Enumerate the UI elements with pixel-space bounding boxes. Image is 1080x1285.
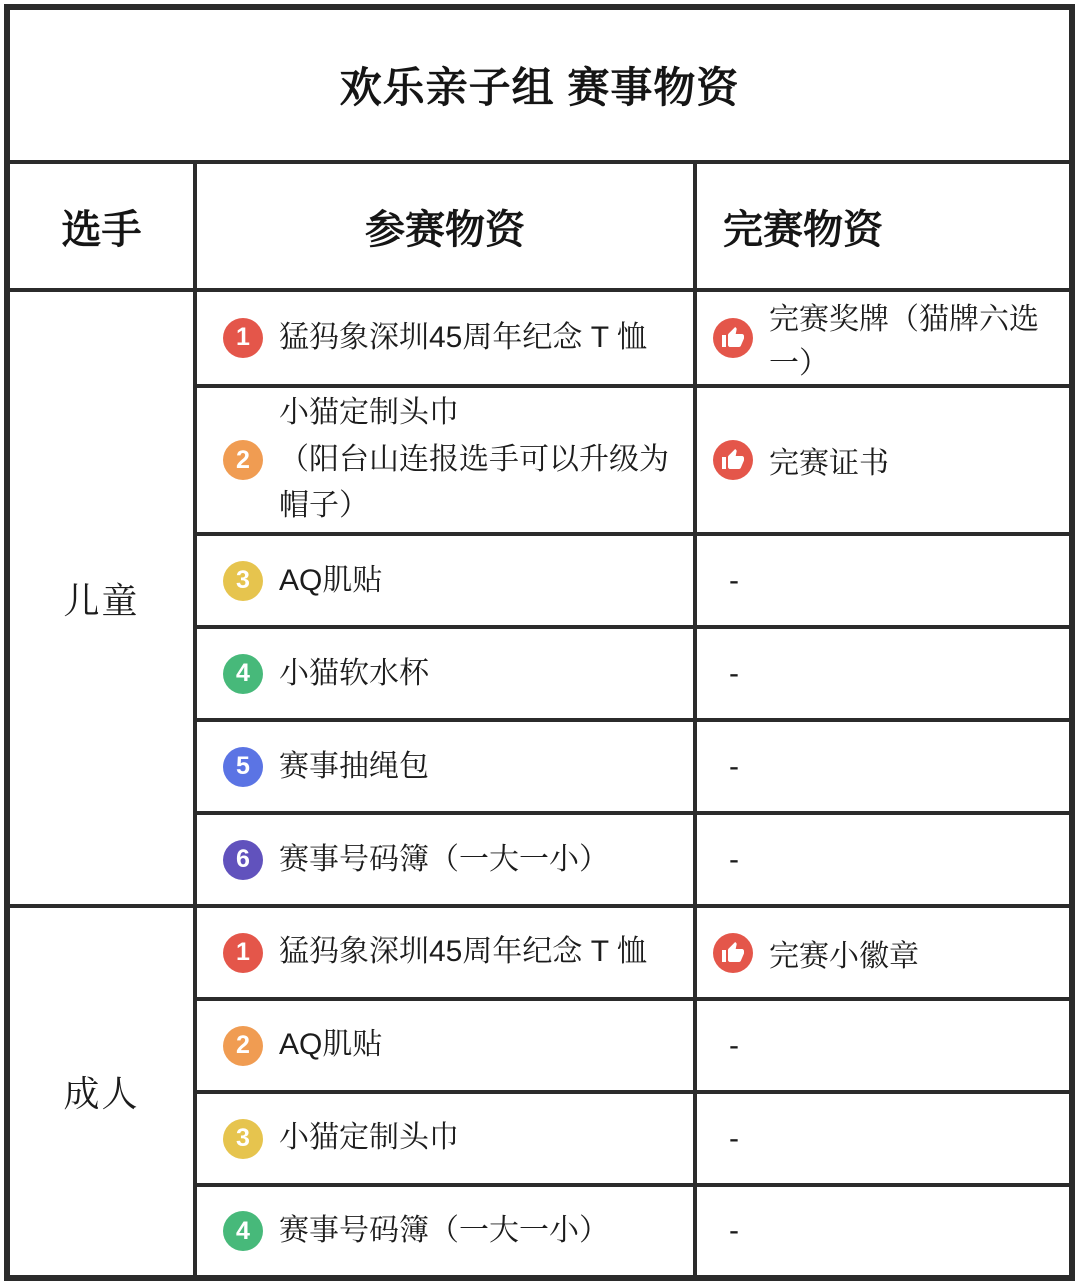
finish-supply-cell: [695, 534, 1072, 627]
player-group-label-adult: 成人: [7, 906, 195, 1278]
number-badge-icon: 5: [223, 747, 263, 787]
race-supply-text: 小猫定制头巾: [279, 1121, 459, 1155]
supplies-table: [4, 4, 1075, 1281]
number-badge-icon: 3: [223, 561, 263, 601]
empty-dash: -: [729, 1214, 739, 1248]
race-supply-cell: [195, 290, 695, 386]
finish-supply-cell: [695, 1092, 1072, 1185]
finish-supply-cell: [695, 290, 1072, 386]
empty-dash: -: [729, 1121, 739, 1155]
header-row: [7, 162, 1072, 290]
supplies-table-wrapper: [4, 4, 1075, 1281]
number-badge-icon: 3: [223, 1119, 263, 1159]
empty-dash: -: [729, 656, 739, 690]
column-header-finish-supplies: 完赛物资: [695, 162, 1072, 290]
finish-supply-cell: [695, 906, 1072, 999]
empty-dash: -: [729, 842, 739, 876]
page-title: 欢乐亲子组 赛事物资: [7, 7, 1072, 162]
empty-dash: -: [729, 749, 739, 783]
race-supply-text: AQ肌贴: [279, 1028, 383, 1062]
thumb-up-icon: [713, 318, 753, 358]
race-supply-text: 小猫软水杯: [279, 656, 429, 690]
race-supply-text: 赛事号码簿（一大一小）: [279, 1213, 609, 1247]
number-badge-icon: 4: [223, 1211, 263, 1251]
race-supply-cell: [195, 720, 695, 813]
finish-supply-text: 完赛小徽章: [769, 939, 919, 973]
race-supply-cell: [195, 906, 695, 999]
thumb-up-icon: [713, 933, 753, 973]
player-group-label-children: 儿童: [7, 290, 195, 906]
finish-supply-text: 完赛奖牌（猫牌六选一）: [769, 302, 1039, 380]
finish-supply-cell: [695, 720, 1072, 813]
column-header-player: 选手: [7, 162, 195, 290]
race-supply-text: 猛犸象深圳45周年纪念 T 恤: [279, 320, 647, 354]
table-row: [7, 290, 1072, 386]
race-supply-text: 赛事号码簿（一大一小）: [279, 842, 609, 876]
race-supply-text: 赛事抽绳包: [279, 749, 429, 783]
number-badge-icon: 1: [223, 933, 263, 973]
finish-supply-cell: [695, 1185, 1072, 1278]
number-badge-icon: 6: [223, 840, 263, 880]
race-supply-cell: [195, 386, 695, 535]
race-supply-cell: [195, 999, 695, 1092]
empty-dash: -: [729, 563, 739, 597]
title-row: [7, 7, 1072, 162]
number-badge-icon: 4: [223, 654, 263, 694]
finish-supply-text: 完赛证书: [769, 447, 889, 481]
table-row: [7, 906, 1072, 999]
finish-supply-cell: [695, 386, 1072, 535]
number-badge-icon: 2: [223, 440, 263, 480]
race-supply-cell: [195, 1092, 695, 1185]
finish-supply-cell: [695, 999, 1072, 1092]
number-badge-icon: 1: [223, 318, 263, 358]
finish-supply-cell: [695, 813, 1072, 906]
race-supply-text: AQ肌贴: [279, 563, 383, 597]
race-supply-cell: [195, 1185, 695, 1278]
thumb-up-icon: [713, 440, 753, 480]
empty-dash: -: [729, 1028, 739, 1062]
race-supply-cell: [195, 813, 695, 906]
column-header-race-supplies: 参赛物资: [195, 162, 695, 290]
race-supply-text: 猛犸象深圳45周年纪念 T 恤: [279, 935, 647, 969]
race-supply-cell: [195, 534, 695, 627]
race-supply-text: 小猫定制头巾 （阳台山连报选手可以升级为帽子）: [279, 396, 669, 523]
finish-supply-cell: [695, 627, 1072, 720]
race-supply-cell: [195, 627, 695, 720]
number-badge-icon: 2: [223, 1026, 263, 1066]
